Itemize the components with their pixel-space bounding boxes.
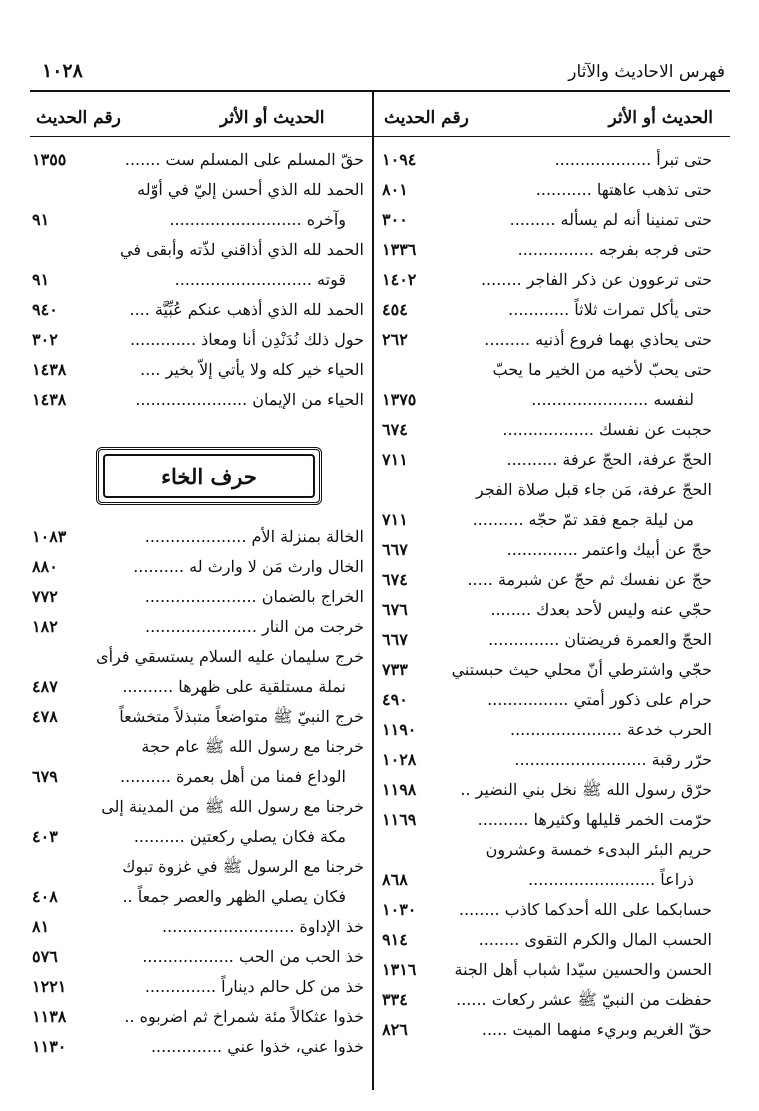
entry-number: ١١٣٨ — [32, 1007, 67, 1026]
running-title: فهرس الاحاديث والآثار — [568, 62, 725, 82]
entry-text: الخال وارث مَن لا وارث له .......... — [133, 557, 364, 576]
index-entry — [32, 732, 364, 762]
index-entry — [32, 672, 364, 702]
entry-number: ٨٨٠ — [32, 557, 58, 576]
entry-number: ١٢٢١ — [32, 977, 67, 996]
entry-text: وآخره .......................... — [169, 210, 346, 229]
index-entry — [382, 175, 712, 205]
index-entry — [382, 865, 712, 895]
entry-number: ٦٧٩ — [32, 767, 58, 786]
index-entry — [32, 295, 364, 325]
section-heading: حرف الخاء — [103, 454, 315, 498]
entry-text: حتى تذهب عاهتها ........... — [535, 180, 712, 199]
right-col-number-header: رقم الحديث — [384, 108, 469, 128]
entry-text: حتى فرجه بفرجه ............... — [517, 240, 712, 259]
index-entry — [382, 565, 712, 595]
entry-text: لنفسه ....................... — [531, 390, 694, 409]
index-entry — [382, 325, 712, 355]
entry-text: حتى تمنينا أنه لم يسأله ......... — [509, 210, 712, 229]
entry-text: خرجنا مع رسول الله ﷺ من المدينة إلى — [101, 797, 364, 816]
entry-text: حسابكما على الله أحدكما كاذب ........ — [458, 900, 712, 919]
entry-text: الحياء من الإيمان ...................... — [135, 390, 364, 409]
entry-number: ٦٧٤ — [382, 570, 408, 589]
header-rule — [30, 136, 730, 137]
entry-number: ١١٩٨ — [382, 780, 417, 799]
entry-text: الحمد لله الذي أذاقني لذّته وأبقى في — [120, 240, 364, 259]
entry-number: ١٤٣٨ — [32, 390, 67, 409]
entry-number: ٧١١ — [382, 510, 408, 529]
right-column — [382, 145, 712, 1045]
entry-text: الحجّ عرفة، مَن جاء قبل صلاة الفجر — [476, 480, 712, 499]
index-entry — [382, 625, 712, 655]
index-entry — [32, 355, 364, 385]
entry-text: نملة مستلقية على ظهرها .......... — [122, 677, 346, 696]
index-entry — [32, 822, 364, 852]
entry-text: قوته ........................... — [174, 270, 346, 289]
entry-number: ١١٦٩ — [382, 810, 417, 829]
entry-number: ٤٧٨ — [32, 707, 58, 726]
index-entry — [32, 762, 364, 792]
entry-number: ٧٧٢ — [32, 587, 58, 606]
entry-number: ١٠٣٠ — [382, 900, 417, 919]
entry-number: ١٣١٦ — [382, 960, 417, 979]
entry-number: ٩٤٠ — [32, 300, 58, 319]
entry-text: حتى تبرأ ................... — [554, 150, 712, 169]
index-entry — [32, 175, 364, 205]
index-entry — [32, 205, 364, 235]
entry-text: حتى يحاذي بهما فروع أذنيه ......... — [484, 330, 712, 349]
entry-number: ٥٧٦ — [32, 947, 58, 966]
entry-text: الخالة بمنزلة الأم .................... — [144, 527, 364, 546]
entry-text: حرام على ذكور أمتي ................ — [487, 690, 712, 709]
index-entry — [382, 205, 712, 235]
index-entry — [32, 522, 364, 552]
entry-number: ١٣٥٥ — [32, 150, 67, 169]
entry-number: ١١٣٠ — [32, 1037, 67, 1056]
entry-text: خرجت من النار ...................... — [145, 617, 364, 636]
entry-text: حقّ المسلم على المسلم ست ....... — [124, 150, 364, 169]
entry-text: حفظت من النبيّ ﷺ عشر ركعات ...... — [456, 990, 712, 1009]
entry-text: حول ذلك نُدَنْدِن أنا ومعاذ ............. — [129, 330, 364, 349]
entry-text: خرجنا مع رسول الله ﷺ عام حجة — [141, 737, 364, 756]
index-entry — [382, 235, 712, 265]
left-col-number-header: رقم الحديث — [36, 108, 121, 128]
entry-text: حرّر رقبة .......................... — [514, 750, 712, 769]
index-entry — [32, 235, 364, 265]
entry-text: مكة فكان يصلي ركعتين .......... — [133, 827, 346, 846]
index-entry — [32, 972, 364, 1002]
entry-text: حجبت عن نفسك .................. — [502, 420, 712, 439]
index-entry — [382, 385, 712, 415]
index-entry — [32, 882, 364, 912]
entry-text: الحرب خدعة ...................... — [509, 720, 712, 739]
entry-number: ٩١ — [32, 270, 50, 289]
entry-text: من ليلة جمع فقد تمّ حجّه .......... — [472, 510, 694, 529]
page-number: ١٠٢٨ — [42, 60, 83, 82]
index-entry — [382, 475, 712, 505]
entry-number: ٨١ — [32, 917, 50, 936]
left-column-top — [32, 145, 364, 415]
index-entry — [382, 955, 712, 985]
entry-number: ٤٩٠ — [382, 690, 408, 709]
index-entry — [382, 745, 712, 775]
index-entry — [382, 505, 712, 535]
index-entry — [382, 655, 712, 685]
entry-number: ٧١١ — [382, 450, 408, 469]
entry-number: ١٠٢٨ — [382, 750, 417, 769]
entry-text: حقّ الغريم وبريء منهما الميت ..... — [481, 1020, 712, 1039]
column-divider — [372, 90, 374, 1090]
entry-number: ٣٠٠ — [382, 210, 408, 229]
entry-number: ٩١٤ — [382, 930, 408, 949]
entry-number: ٦٧٦ — [382, 600, 408, 619]
top-rule — [30, 90, 730, 92]
entry-text: حتى يأكل تمرات ثلاثاً ............ — [508, 300, 712, 319]
index-entry — [382, 145, 712, 175]
entry-text: خذوا عثكالاً مئة شمراخ ثم اضربوه .. — [124, 1007, 364, 1026]
entry-text: حريم البئر البدىء خمسة وعشرون — [485, 840, 712, 859]
entry-number: ٤٥٤ — [382, 300, 408, 319]
entry-number: ٨٦٨ — [382, 870, 408, 889]
entry-text: خذ الحب من الحب .................. — [142, 947, 364, 966]
entry-number: ١٤٠٢ — [382, 270, 417, 289]
entry-number: ٣٠٢ — [32, 330, 58, 349]
entry-text: خذ الإداوة .......................... — [162, 917, 364, 936]
entry-text: الوداع فمنا من أهل بعمرة .......... — [120, 767, 346, 786]
index-entry — [32, 1032, 364, 1062]
entry-text: الحمد لله الذي أحسن إليّ في أوّله — [137, 180, 364, 199]
entry-number: ١٣٣٦ — [382, 240, 417, 259]
index-entry — [382, 535, 712, 565]
entry-number: ٨٠١ — [382, 180, 408, 199]
entry-number: ٤٨٧ — [32, 677, 58, 696]
entry-number: ٢٦٢ — [382, 330, 408, 349]
index-entry — [32, 265, 364, 295]
entry-text: خذ من كل حالم ديناراً .............. — [144, 977, 364, 996]
index-entry — [382, 1015, 712, 1045]
entry-text: حرّمت الخمر قليلها وكثيرها .......... — [477, 810, 712, 829]
entry-number: ٩١ — [32, 210, 50, 229]
entry-text: خرجنا مع الرسول ﷺ في غزوة تبوك — [122, 857, 364, 876]
index-entry — [382, 715, 712, 745]
entry-number: ٧٣٣ — [382, 660, 408, 679]
entry-text: الحياء خير كله ولا يأتي إلاّ بخير .... — [140, 360, 364, 379]
entry-number: ٦٧٤ — [382, 420, 408, 439]
index-entry — [32, 792, 364, 822]
index-entry — [382, 295, 712, 325]
index-entry — [32, 1002, 364, 1032]
entry-text: حتى ترعوون عن ذكر الفاجر ........ — [480, 270, 712, 289]
entry-text: حجّي واشترطي أنّ محلي حيث حبستني — [451, 660, 712, 679]
entry-number: ١٠٨٣ — [32, 527, 67, 546]
entry-text: الخراج بالضمان ...................... — [144, 587, 364, 606]
index-entry — [32, 325, 364, 355]
entry-number: ١١٩٠ — [382, 720, 417, 739]
entry-text: حجّي عنه وليس لأحد بعدك ........ — [490, 600, 712, 619]
entry-text: فكان يصلي الظهر والعصر جمعاً .. — [122, 887, 346, 906]
entry-text: حرّق رسول الله ﷺ نخل بني النضير .. — [460, 780, 712, 799]
entry-number: ١٣٧٥ — [382, 390, 417, 409]
index-entry — [32, 612, 364, 642]
entry-number: ٣٣٤ — [382, 990, 408, 1009]
entry-number: ٤٠٣ — [32, 827, 58, 846]
index-entry — [382, 265, 712, 295]
index-entry — [382, 895, 712, 925]
entry-text: حتى يحبّ لأخيه من الخير ما يحبّ — [492, 360, 712, 379]
entry-number: ٨٢٦ — [382, 1020, 408, 1039]
entry-text: حجّ عن نفسك ثم حجّ عن شبرمة ..... — [467, 570, 712, 589]
index-entry — [382, 595, 712, 625]
right-col-hadith-header: الحديث أو الأثر — [608, 108, 713, 128]
entry-text: الحسن والحسين سيّدا شباب أهل الجنة — [454, 960, 712, 979]
entry-number: ١٨٢ — [32, 617, 58, 636]
index-entry — [382, 775, 712, 805]
index-entry — [32, 702, 364, 732]
index-entry — [382, 805, 712, 835]
entry-number: ١٠٩٤ — [382, 150, 417, 169]
index-entry — [382, 355, 712, 385]
entry-text: خرج سليمان عليه السلام يستسقي فرأى — [96, 647, 364, 666]
left-column-bottom — [32, 522, 364, 1062]
index-entry — [382, 925, 712, 955]
index-entry — [382, 415, 712, 445]
index-entry — [32, 912, 364, 942]
index-entry — [382, 445, 712, 475]
entry-text: خذوا عني، خذوا عني .............. — [150, 1037, 364, 1056]
entry-number: ٦٦٧ — [382, 630, 408, 649]
left-col-hadith-header: الحديث أو الأثر — [220, 108, 325, 128]
index-entry — [32, 852, 364, 882]
index-entry — [382, 835, 712, 865]
entry-text: الحسب المال والكرم التقوى ........ — [478, 930, 712, 949]
entry-number: ١٤٣٨ — [32, 360, 67, 379]
index-entry — [382, 985, 712, 1015]
entry-text: ذراعاً ......................... — [528, 870, 694, 889]
entry-text: الحجّ والعمرة فريضتان .............. — [488, 630, 712, 649]
index-entry — [32, 145, 364, 175]
section-heading-box — [96, 447, 322, 505]
index-entry — [32, 942, 364, 972]
entry-number: ٦٦٧ — [382, 540, 408, 559]
index-entry — [32, 385, 364, 415]
index-entry — [32, 642, 364, 672]
entry-text: خرج النبيّ ﷺ متواضعاً متبذلاً متخشعاً — [119, 707, 364, 726]
index-entry — [32, 552, 364, 582]
index-entry — [382, 685, 712, 715]
index-entry — [32, 582, 364, 612]
entry-text: حجّ عن أبيك واعتمر .............. — [506, 540, 712, 559]
entry-text: الحمد لله الذي أذهب عنكم عُبِّيَّة .... — [129, 300, 364, 319]
entry-text: الحجّ عرفة، الحجّ عرفة .......... — [506, 450, 712, 469]
entry-number: ٤٠٨ — [32, 887, 58, 906]
